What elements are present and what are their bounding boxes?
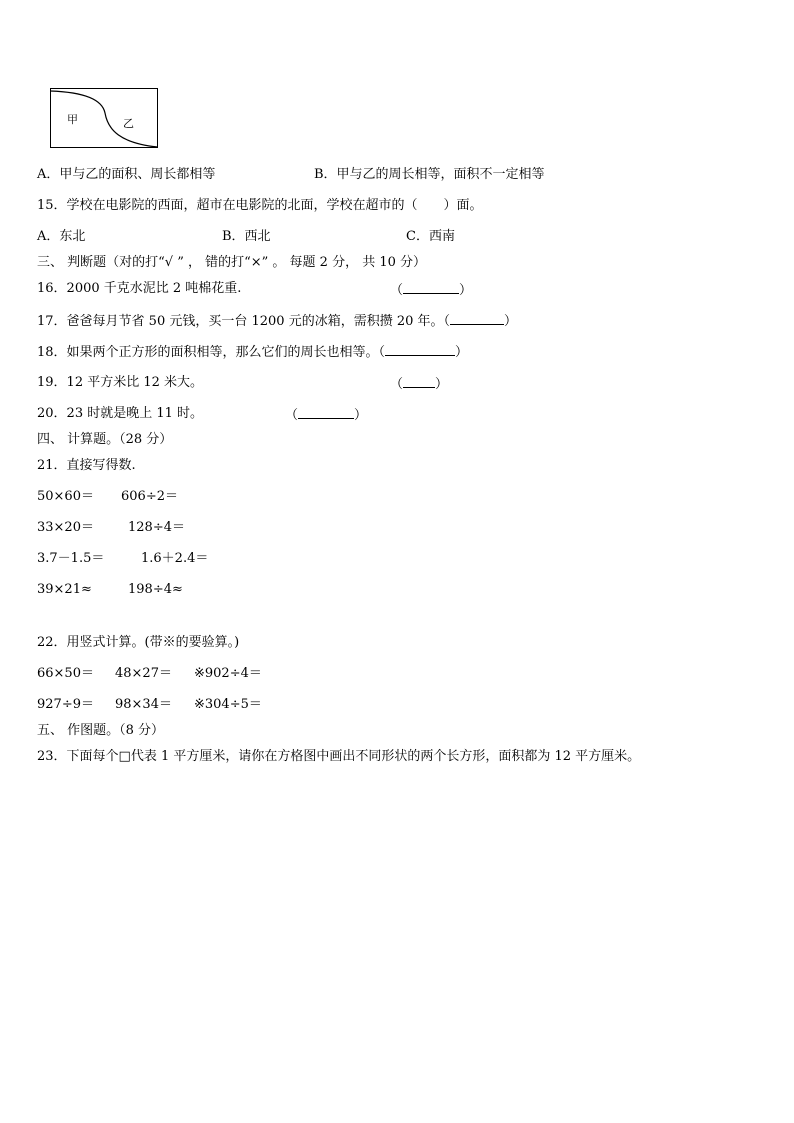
q23-text: 23．下面每个□代表 1 平方厘米，请你在方格图中画出不同形状的两个长方形，面积都为 12 平方厘米。 <box>37 749 641 764</box>
q22-item: 66×50＝ <box>37 666 94 681</box>
paren-open: （ <box>390 283 404 298</box>
q22-item: 48×27＝ <box>115 666 172 681</box>
q18-row <box>37 343 468 361</box>
q18-blank[interactable] <box>385 343 455 356</box>
q21-item: 3.7－1.5＝ <box>37 551 105 566</box>
paren-close: ） <box>354 408 368 423</box>
q22-item: ※304÷5＝ <box>194 697 262 712</box>
q15-option-b: B．西北 <box>222 229 271 244</box>
q20-blank[interactable] <box>298 406 354 419</box>
q22-item: ※902÷4＝ <box>194 666 262 681</box>
q21-item: 33×20＝ <box>37 520 94 535</box>
q17-text: 17．爸爸每月节省 50 元钱，买一台 1200 元的冰箱，需积攒 20 年。（ <box>37 314 451 329</box>
section4-title: 四、 计算题。（28 分） <box>37 432 173 447</box>
q19-blank[interactable] <box>403 375 435 388</box>
paren-open: （ <box>390 377 404 392</box>
q21-item: 1.6＋2.4＝ <box>141 551 209 566</box>
label-yi: 乙 <box>123 117 134 130</box>
q22-title: 22．用竖式计算。(带※的要验算。) <box>37 635 240 650</box>
q21-item: 198÷4≈ <box>128 582 183 597</box>
q16-text: 16．2000 千克水泥比 2 吨棉花重. <box>37 281 242 296</box>
q21-item: 128÷4＝ <box>128 520 185 535</box>
paren-close: ） <box>504 314 518 329</box>
paren-close: ） <box>459 283 473 298</box>
label-jia: 甲 <box>67 113 78 126</box>
q21-item: 50×60＝ <box>37 489 94 504</box>
q19-text: 19．12 平方米比 12 米大。 <box>37 375 204 390</box>
q15-option-a: A．东北 <box>37 229 86 244</box>
q17-blank[interactable] <box>450 312 504 325</box>
q20-answer[interactable] <box>285 406 367 424</box>
section5-title: 五、 作图题。（8 分） <box>37 723 165 738</box>
q21-item: 39×21≈ <box>37 582 92 597</box>
q15-text: 15．学校在电影院的西面，超市在电影院的北面，学校在超市的（ ）面。 <box>37 198 483 213</box>
q21-item: 606÷2＝ <box>121 489 178 504</box>
q19-answer[interactable] <box>390 375 448 393</box>
q17-row <box>37 312 517 330</box>
jia-yi-figure <box>50 88 158 148</box>
q20-text: 20．23 时就是晚上 11 时。 <box>37 406 204 421</box>
q18-text: 18．如果两个正方形的面积相等，那么它们的周长也相等。（ <box>37 345 386 360</box>
q16-blank[interactable] <box>403 281 459 294</box>
q22-item: 98×34＝ <box>115 697 172 712</box>
q21-title: 21．直接写得数. <box>37 458 136 473</box>
paren-open: （ <box>285 408 299 423</box>
q22-item: 927÷9＝ <box>37 697 94 712</box>
paren-close: ） <box>435 377 449 392</box>
q14-option-a: A．甲与乙的面积、周长都相等 <box>37 167 216 182</box>
q16-answer[interactable] <box>390 281 472 299</box>
paren-close: ） <box>455 345 469 360</box>
section3-title: 三、 判断题（对的打“√ ” ， 错的打“×” 。 每题 2 分， 共 10 分） <box>37 255 427 270</box>
q14-option-b: B．甲与乙的周长相等，面积不一定相等 <box>314 167 545 182</box>
q15-option-c: C．西南 <box>406 229 455 244</box>
